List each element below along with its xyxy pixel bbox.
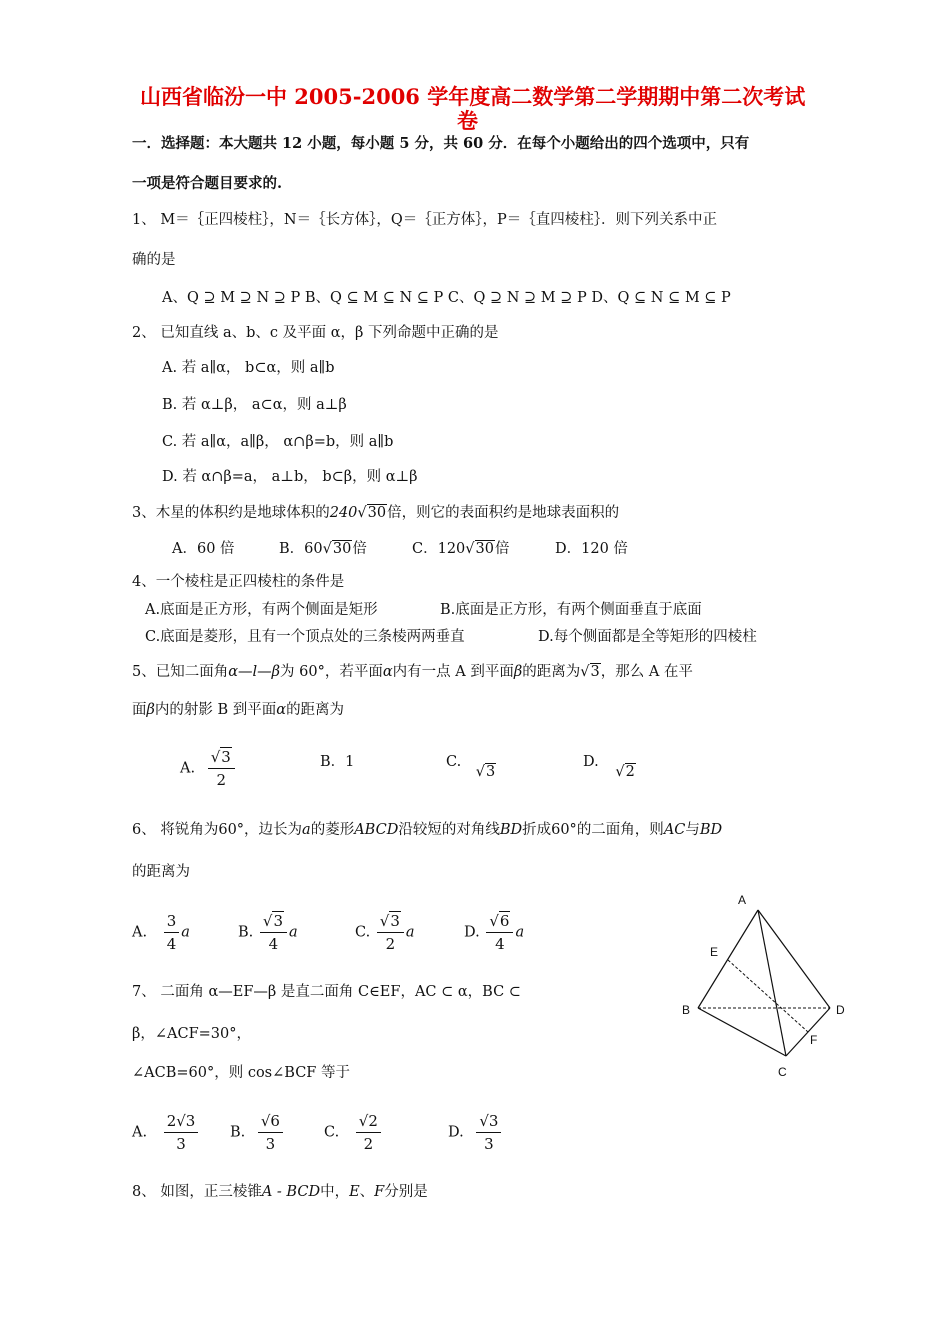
question-6-stem: 6、 将锐角为60°，边长为a的菱形ABCD沿较短的对角线BD折成60°的二面角，则AC与BD	[132, 822, 723, 838]
question-5-option-a: A. $\frac{√3}{2}$	[180, 748, 237, 789]
question-1-stem: 1、 M＝｛正四棱柱｝，N＝｛长方体｝，Q＝｛正方体｝，P＝｛直四棱柱｝．则下列关系中正	[132, 212, 718, 228]
edge-ad	[758, 910, 830, 1008]
question-6-stem-line2: 的距离为	[132, 864, 190, 880]
question-7-option-c: C. $\frac{√2}{2}$	[324, 1112, 383, 1153]
question-8-stem: 8、 如图，正三棱锥A - BCD中，E、F分别是	[132, 1184, 428, 1200]
question-5-option-b: B．1	[320, 754, 355, 770]
question-3-option-b: B．60√30倍	[279, 541, 367, 557]
label-a: A	[738, 893, 747, 907]
question-1-stem-line2: 确的是	[132, 252, 176, 268]
edge-ac	[758, 910, 786, 1056]
question-1-options: A、Q ⊇ M ⊇ N ⊇ P B、Q ⊆ M ⊆ N ⊆ P C、Q ⊇ N ⊇ M ⊇ P D、Q ⊆ N ⊆ M ⊆ P	[162, 290, 731, 306]
question-4-option-c: C.底面是菱形，且有一个顶点处的三条棱两两垂直	[145, 629, 465, 645]
question-5-stem: 5、已知二面角α—l—β为 60°，若平面α内有一点 A 到平面β的距离为√3，那么 A 在平	[132, 664, 693, 680]
question-4-option-b: B.底面是正方形，有两个侧面垂直于底面	[440, 602, 702, 618]
question-4-option-d: D.每个侧面都是全等矩形的四棱柱	[538, 629, 757, 645]
question-2-option-a: A. 若 a∥α， b⊂α，则 a∥b	[162, 360, 335, 376]
question-7-stem-line2: β，∠ACF=30°，	[132, 1026, 252, 1042]
question-6-option-d: D. $\frac{√6}{4}$ a	[464, 912, 525, 953]
label-d: D	[836, 1003, 845, 1017]
question-7-option-b: B. $\frac{√6}{3}$	[230, 1112, 285, 1153]
label-f: F	[810, 1033, 818, 1047]
edge-bc	[698, 1008, 786, 1056]
page-title-continued: 卷	[457, 108, 478, 133]
question-5-stem-line2: 面β内的射影 B 到平面α的距离为	[132, 702, 345, 718]
question-7-option-d: D. $\frac{√3}{3}$	[448, 1112, 503, 1153]
question-4-option-a: A.底面是正方形，有两个侧面是矩形	[145, 602, 378, 618]
question-5-option-d: D. √2	[583, 754, 635, 780]
question-7-stem: 7、 二面角 α—EF—β 是直二面角 C∈EF，AC ⊂ α，BC ⊂	[132, 984, 521, 1000]
edge-ab	[698, 910, 758, 1008]
label-e: E	[710, 945, 719, 959]
question-2-option-c: C. 若 a∥α，a∥β， α∩β=b，则 a∥b	[162, 434, 394, 450]
page-title: 山西省临汾一中 2005-2006 学年度高二数学第二学期期中第二次考试	[140, 84, 806, 109]
question-3-stem: 3、木星的体积约是地球体积的240√30倍，则它的表面积约是地球表面积的	[132, 505, 620, 521]
tetrahedron-figure	[670, 888, 860, 1088]
label-b: B	[682, 1003, 691, 1017]
question-2-option-b: B. 若 α⊥β， a⊂α，则 a⊥β	[162, 397, 347, 413]
question-2-stem: 2、 已知直线 a、b、c 及平面 α，β 下列命题中正确的是	[132, 325, 499, 341]
section-header-line2: 一项是符合题目要求的.	[132, 175, 283, 192]
question-2-option-d: D. 若 α∩β=a， a⊥b， b⊂β，则 α⊥β	[162, 469, 418, 485]
segment-ef	[728, 960, 808, 1032]
question-4-stem: 4、一个棱柱是正四棱柱的条件是	[132, 574, 345, 590]
question-6-option-a: A. $\frac{3}{4}$ a	[132, 912, 190, 953]
question-7-stem-line3: ∠ACB=60°，则 cos∠BCF 等于	[132, 1065, 350, 1081]
question-3-option-d: D．120 倍	[555, 541, 628, 557]
question-5-option-c: C. √3	[446, 754, 496, 780]
question-7-option-a: A. $\frac{2√3}{3}$	[132, 1112, 200, 1153]
question-3-option-c: C．120√30倍	[412, 541, 510, 557]
question-6-option-b: B. $\frac{√3}{4}$ a	[238, 912, 298, 953]
question-6-option-c: C. $\frac{√3}{2}$ a	[355, 912, 415, 953]
label-c: C	[778, 1065, 787, 1079]
section-header: 一．选择题：本大题共 12 小题，每小题 5 分，共 60 分．在每个小题给出的四个选项中，只有	[132, 135, 750, 152]
question-3-option-a: A．60 倍	[172, 541, 235, 557]
